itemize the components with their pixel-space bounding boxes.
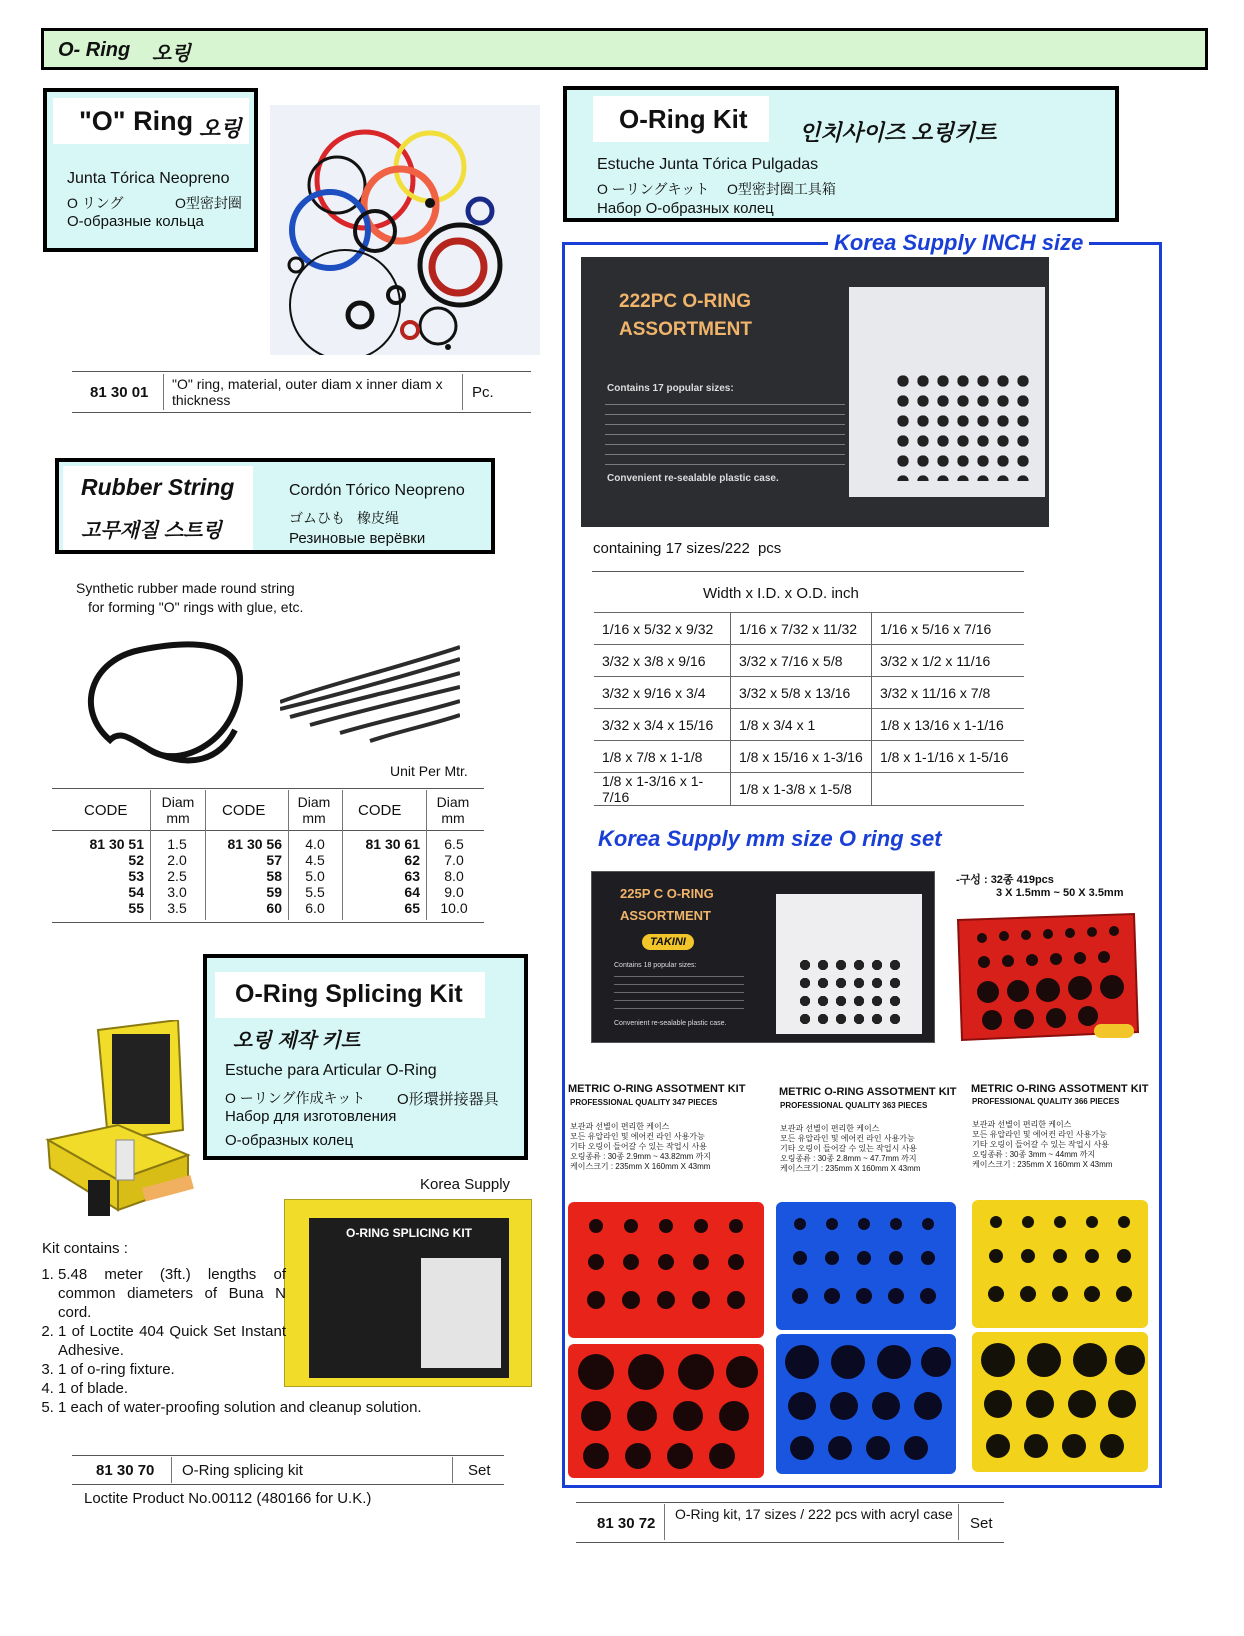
- splicing-kit-ja: O ーリング作成キット: [225, 1090, 366, 1106]
- containing-mid: sizes/222: [686, 540, 750, 557]
- oring-kit-code: 81 30 72: [597, 1515, 656, 1532]
- splicing-kit-title-ko: 오링 제작 키트: [233, 1030, 361, 1052]
- rubber-string-zh: 橡皮绳: [357, 510, 399, 526]
- assortment-225-brand: TAKINI: [642, 934, 694, 950]
- oring-kit-row-divider-1: [664, 1504, 665, 1540]
- rs-diam: 2.0: [167, 852, 187, 868]
- rs-table-bottom-rule: [52, 922, 484, 923]
- metric-kit-3-notes: [972, 1120, 1112, 1170]
- assortment-225-popular: Contains 18 popular sizes:: [614, 962, 697, 969]
- oring-kit-ru: Набор O-образных колец: [597, 200, 774, 217]
- splicing-row-divider-1: [171, 1457, 172, 1483]
- metric-kit-3-photo: [970, 1198, 1152, 1480]
- rs-diam: 5.5: [305, 884, 325, 900]
- rs-code: 62: [404, 852, 420, 868]
- rubber-string-desc-2: for forming "O" rings with glue, etc.: [88, 599, 304, 615]
- containing-prefix: containing: [593, 540, 662, 557]
- oring-row-top-rule: [72, 371, 531, 372]
- rs-diam: 2.5: [167, 868, 187, 884]
- metric-note: 모든 유압라인 및 에어컨 라인 사용가능: [570, 1132, 705, 1141]
- splicing-kit-es: Estuche para Articular O-Ring: [225, 1062, 437, 1079]
- assortment-222-line1: 222PC O-RING: [619, 291, 751, 312]
- red-case-photo: [952, 912, 1142, 1044]
- rs-col-divider-1: [150, 790, 151, 920]
- assortment-222-popular: Contains 17 popular sizes:: [607, 383, 734, 394]
- table-row: [594, 773, 1024, 806]
- oring-kit-es: Estuche Junta Tórica Pulgadas: [597, 156, 819, 173]
- metric-kit-3-sub: PROFESSIONAL QUALITY 366 PIECES: [972, 1097, 1120, 1106]
- rs-code: 63: [404, 868, 420, 884]
- oring-kit-description: O-Ring kit, 17 sizes / 222 pcs with acryl case: [675, 1506, 953, 1522]
- containing-suffix: pcs: [757, 540, 782, 557]
- assortment-222-case-rings: [893, 371, 1033, 481]
- oring-unit: Pc.: [472, 384, 494, 401]
- metric-kit-1-photo: [566, 1200, 768, 1482]
- table-row: [594, 677, 1024, 709]
- oring-title-en: "O" Ring: [79, 106, 194, 136]
- rs-group-2-codes: [196, 836, 282, 916]
- oring-kit-title-en: O-Ring Kit: [619, 104, 748, 134]
- metric-kit-2-notes: [780, 1124, 920, 1174]
- rs-code: 58: [266, 868, 282, 884]
- rs-group-1-codes: [60, 836, 144, 916]
- kit-item: [58, 1265, 286, 1322]
- oring-row-divider-2: [462, 374, 463, 410]
- size-cell: 3/32 x 5/8 x 13/16: [731, 677, 872, 709]
- orings-photo: [270, 105, 540, 355]
- rs-diam: 9.0: [444, 884, 464, 900]
- size-heading: Width x I.D. x O.D. inch: [703, 585, 859, 602]
- oring-title-box: [43, 88, 258, 252]
- rubber-string-ja: ゴムひも: [289, 510, 345, 526]
- size-cell: 1/8 x 15/16 x 1-3/16: [731, 741, 872, 773]
- rs-header-code-1: CODE: [84, 802, 128, 819]
- metric-note: 오링종류 : 30종 3mm ~ 44mm 까지: [972, 1150, 1096, 1159]
- rubber-string-es: Cordón Tórico Neopreno: [289, 482, 465, 499]
- metric-kit-2-title: METRIC O-RING ASSOTMENT KIT: [779, 1086, 957, 1098]
- splicing-row-divider-2: [452, 1457, 453, 1483]
- rs-diam: 7.0: [444, 852, 464, 868]
- metric-note: 보관과 선별이 편리한 케이스: [570, 1122, 670, 1131]
- metric-note: 케이스크기 : 235mm X 160mm X 43mm: [570, 1162, 711, 1171]
- rs-code: 60: [266, 900, 282, 916]
- rs-code: 64: [404, 884, 420, 900]
- oring-ru: O-образные кольца: [67, 213, 204, 230]
- inch-size-table: [594, 612, 1024, 806]
- oring-ja: O リング: [67, 195, 124, 211]
- splicing-case-photo: [38, 1020, 203, 1225]
- splicing-kit-zh: O形環拼接器具: [397, 1091, 499, 1108]
- oring-kit-ja: O ーリングキット: [597, 181, 710, 197]
- rs-header-code-2: CODE: [222, 802, 266, 819]
- assortment-225-line1: 225P C O-RING: [620, 886, 714, 901]
- rs-header-diam-1: Diam mm: [161, 794, 195, 826]
- rs-code: 57: [266, 852, 282, 868]
- size-cell: 1/8 x 7/8 x 1-1/8: [594, 741, 731, 773]
- metric-note: 케이스크기 : 235mm X 160mm X 43mm: [780, 1164, 921, 1173]
- composition-line-2: 3 X 1.5mm ~ 50 X 3.5mm: [996, 887, 1124, 899]
- kit-contents-list: [38, 1265, 438, 1417]
- containing-count: 17: [665, 540, 683, 557]
- rubber-string-desc-1: Synthetic rubber made round string: [76, 580, 295, 596]
- rs-code: 53: [128, 868, 144, 884]
- assortment-222-reseal: Convenient re-sealable plastic case.: [607, 473, 779, 484]
- rs-header-diam-3: Diam mm: [436, 794, 470, 826]
- metric-note: 보관과 선별이 편리한 케이스: [972, 1120, 1072, 1129]
- oring-code: 81 30 01: [90, 384, 149, 401]
- rubber-string-title-en: Rubber String: [81, 474, 235, 500]
- splicing-code: 81 30 70: [96, 1462, 155, 1479]
- containing-rule: [592, 571, 1024, 572]
- rs-header-code-3: CODE: [358, 802, 402, 819]
- size-cell: 3/32 x 3/4 x 15/16: [594, 709, 731, 741]
- metric-note: 오링종류 : 30종 2.8mm ~ 47.7mm 까지: [780, 1154, 917, 1163]
- metric-note: 모든 유압라인 및 에어컨 라인 사용가능: [972, 1130, 1107, 1139]
- section-header-bar: [41, 28, 1208, 70]
- header-title-en: O- Ring: [58, 39, 131, 61]
- splicing-row-bottom-rule: [72, 1484, 504, 1485]
- rs-table-top-rule: [52, 788, 484, 789]
- rs-code: 52: [128, 852, 144, 868]
- mm-banner: Korea Supply mm size O ring set: [598, 826, 942, 851]
- splicing-description: O-Ring splicing kit: [182, 1462, 303, 1479]
- size-cell: 1/16 x 7/32 x 11/32: [731, 613, 872, 645]
- kit-item: [58, 1379, 438, 1398]
- rs-code: 59: [266, 884, 282, 900]
- metric-note: 케이스크기 : 235mm X 160mm X 43mm: [972, 1160, 1113, 1169]
- rs-group-3-diams: [428, 836, 480, 916]
- metric-note: 기타 오링이 들어갈 수 있는 작업시 사용: [780, 1144, 917, 1153]
- rs-diam: 3.0: [167, 884, 187, 900]
- size-cell: 1/8 x 1-3/16 x 1-7/16: [594, 773, 731, 806]
- metric-kit-1-sub: PROFESSIONAL QUALITY 347 PIECES: [570, 1098, 718, 1107]
- oring-row-divider-1: [163, 374, 164, 410]
- size-cell: 3/32 x 7/16 x 5/8: [731, 645, 872, 677]
- size-cell: 1/8 x 13/16 x 1-1/16: [872, 709, 1025, 741]
- rubber-string-ru: Резиновые верёвки: [289, 530, 426, 547]
- assortment-222-photo: [581, 257, 1049, 527]
- rs-group-1-diams: [152, 836, 202, 916]
- unit-per-meter-note: Unit Per Mtr.: [390, 763, 468, 779]
- assortment-222-list: [605, 399, 845, 469]
- metric-note: 기타 오링이 들어갈 수 있는 작업시 사용: [972, 1140, 1109, 1149]
- kit-contains-label: Kit contains :: [42, 1240, 128, 1257]
- kit-item: [58, 1360, 438, 1379]
- table-row: [594, 645, 1024, 677]
- inch-banner: Korea Supply INCH size: [828, 230, 1089, 256]
- size-cell: 1/8 x 3/4 x 1: [731, 709, 872, 741]
- rs-code: 81 30 56: [227, 836, 282, 852]
- table-row: [594, 709, 1024, 741]
- rubber-coil-photo: [280, 637, 460, 747]
- rs-code: 55: [128, 900, 144, 916]
- loctite-note: Loctite Product No.00112 (480166 for U.K.): [84, 1490, 372, 1507]
- kit-item: [58, 1322, 286, 1360]
- rs-diam: 6.5: [444, 836, 464, 852]
- splicing-kit-box: [203, 954, 528, 1160]
- rs-diam: 10.0: [440, 900, 468, 916]
- kit-item-text: 1 of o-ring fixture.: [58, 1361, 175, 1378]
- metric-kit-3-title: METRIC O-RING ASSOTMENT KIT: [971, 1083, 1149, 1095]
- kit-item: [58, 1398, 438, 1417]
- assortment-225-line2: ASSORTMENT: [620, 908, 711, 923]
- rs-diam: 4.5: [305, 852, 325, 868]
- assortment-222-case: [849, 287, 1045, 497]
- rs-group-2-diams: [290, 836, 340, 916]
- kit-item-text: 1 of Loctite 404 Quick Set Instant Adhesive.: [58, 1323, 286, 1359]
- metric-kit-2-sub: PROFESSIONAL QUALITY 363 PIECES: [780, 1101, 928, 1110]
- oring-kit-row-divider-2: [958, 1504, 959, 1540]
- rs-code: 65: [404, 900, 420, 916]
- oring-title-ko: 오링: [199, 116, 242, 141]
- rs-diam: 6.0: [305, 900, 325, 916]
- size-cell: 3/32 x 9/16 x 3/4: [594, 677, 731, 709]
- splicing-unit: Set: [468, 1462, 491, 1479]
- oring-kit-title-ko: 인치사이즈 오링키트: [799, 120, 997, 145]
- oring-row-bottom-rule: [72, 412, 531, 413]
- splicing-kit-ru-2: O-образных колец: [225, 1132, 354, 1149]
- kit-item-text: 1 of blade.: [58, 1380, 129, 1397]
- header-title-ko: 오링: [152, 43, 191, 65]
- rs-diam: 3.5: [167, 900, 187, 916]
- composition-line-1: -구성 : 32종 419pcs: [956, 874, 1054, 886]
- assortment-225-list: [614, 972, 744, 1016]
- rubber-string-box: [55, 458, 495, 554]
- splicing-kit-title-en: O-Ring Splicing Kit: [235, 980, 463, 1008]
- metric-kit-2-photo: [774, 1200, 960, 1482]
- rs-code: 54: [128, 884, 144, 900]
- assortment-222-line2: ASSORTMENT: [619, 319, 752, 340]
- table-row: [594, 613, 1024, 645]
- size-cell: 3/32 x 3/8 x 9/16: [594, 645, 731, 677]
- metric-note: 모든 유압라인 및 에어컨 라인 사용가능: [780, 1134, 915, 1143]
- rs-diam: 1.5: [167, 836, 187, 852]
- size-cell: 1/16 x 5/16 x 7/16: [872, 613, 1025, 645]
- containing-line: [593, 540, 781, 557]
- rs-diam: 5.0: [305, 868, 325, 884]
- splicing-supplier: Korea Supply: [420, 1176, 511, 1193]
- rs-table-header-rule: [52, 830, 484, 831]
- size-cell: 1/8 x 1-3/8 x 1-5/8: [731, 773, 872, 806]
- assortment-225-case: [776, 894, 922, 1034]
- oring-zh: O型密封圈: [175, 195, 242, 211]
- oring-kit-zh: O型密封圈工具箱: [727, 181, 836, 197]
- splicing-kit-photo-caption: O-RING SPLICING KIT: [346, 1226, 472, 1240]
- rubber-loop-photo: [70, 630, 260, 780]
- assortment-225-case-rings: [796, 956, 906, 1026]
- metric-kit-1-notes: [570, 1122, 711, 1172]
- rs-col-divider-5: [426, 790, 427, 920]
- rs-diam: 4.0: [305, 836, 325, 852]
- assortment-225-reseal: Convenient re-sealable plastic case.: [614, 1020, 727, 1027]
- oring-kit-row-bottom-rule: [576, 1542, 1004, 1543]
- splicing-kit-ru-1: Набор для изготовления: [225, 1108, 397, 1125]
- size-cell: 3/32 x 1/2 x 11/16: [872, 645, 1025, 677]
- size-cell: 3/32 x 11/16 x 7/8: [872, 677, 1025, 709]
- kit-item-text: 5.48 meter (3ft.) lengths of common diameters of Buna N cord.: [58, 1266, 286, 1321]
- rs-header-diam-2: Diam mm: [297, 794, 331, 826]
- table-row: [594, 741, 1024, 773]
- size-cell: 1/16 x 5/32 x 9/32: [594, 613, 731, 645]
- oring-kit-box: [563, 86, 1119, 222]
- rs-group-3-codes: [334, 836, 420, 916]
- kit-item-text: 1 each of water-proofing solution and cleanup solution.: [58, 1399, 422, 1416]
- metric-kit-1-title: METRIC O-RING ASSOTMENT KIT: [568, 1083, 746, 1095]
- oring-description: "O" ring, material, outer diam x inner diam x thickness: [172, 376, 443, 408]
- metric-note: 기타 오링이 들어갈 수 있는 작업시 사용: [570, 1142, 707, 1151]
- oring-kit-row-top-rule: [576, 1502, 1004, 1503]
- size-cell: [872, 773, 1025, 806]
- oring-kit-unit: Set: [970, 1515, 993, 1532]
- rs-code: 81 30 51: [89, 836, 144, 852]
- splicing-row-top-rule: [72, 1455, 504, 1456]
- rs-code: 81 30 61: [365, 836, 420, 852]
- rs-col-divider-3: [288, 790, 289, 920]
- metric-note: 보관과 선별이 편리한 케이스: [780, 1124, 880, 1133]
- rubber-string-title-ko: 고무재질 스트링: [81, 520, 222, 542]
- rs-diam: 8.0: [444, 868, 464, 884]
- assortment-225-photo: [591, 871, 935, 1043]
- size-cell: 1/8 x 1-1/16 x 1-5/16: [872, 741, 1025, 773]
- oring-es: Junta Tórica Neopreno: [67, 170, 230, 187]
- metric-note: 오링종류 : 30종 2.9mm ~ 43.82mm 까지: [570, 1152, 712, 1161]
